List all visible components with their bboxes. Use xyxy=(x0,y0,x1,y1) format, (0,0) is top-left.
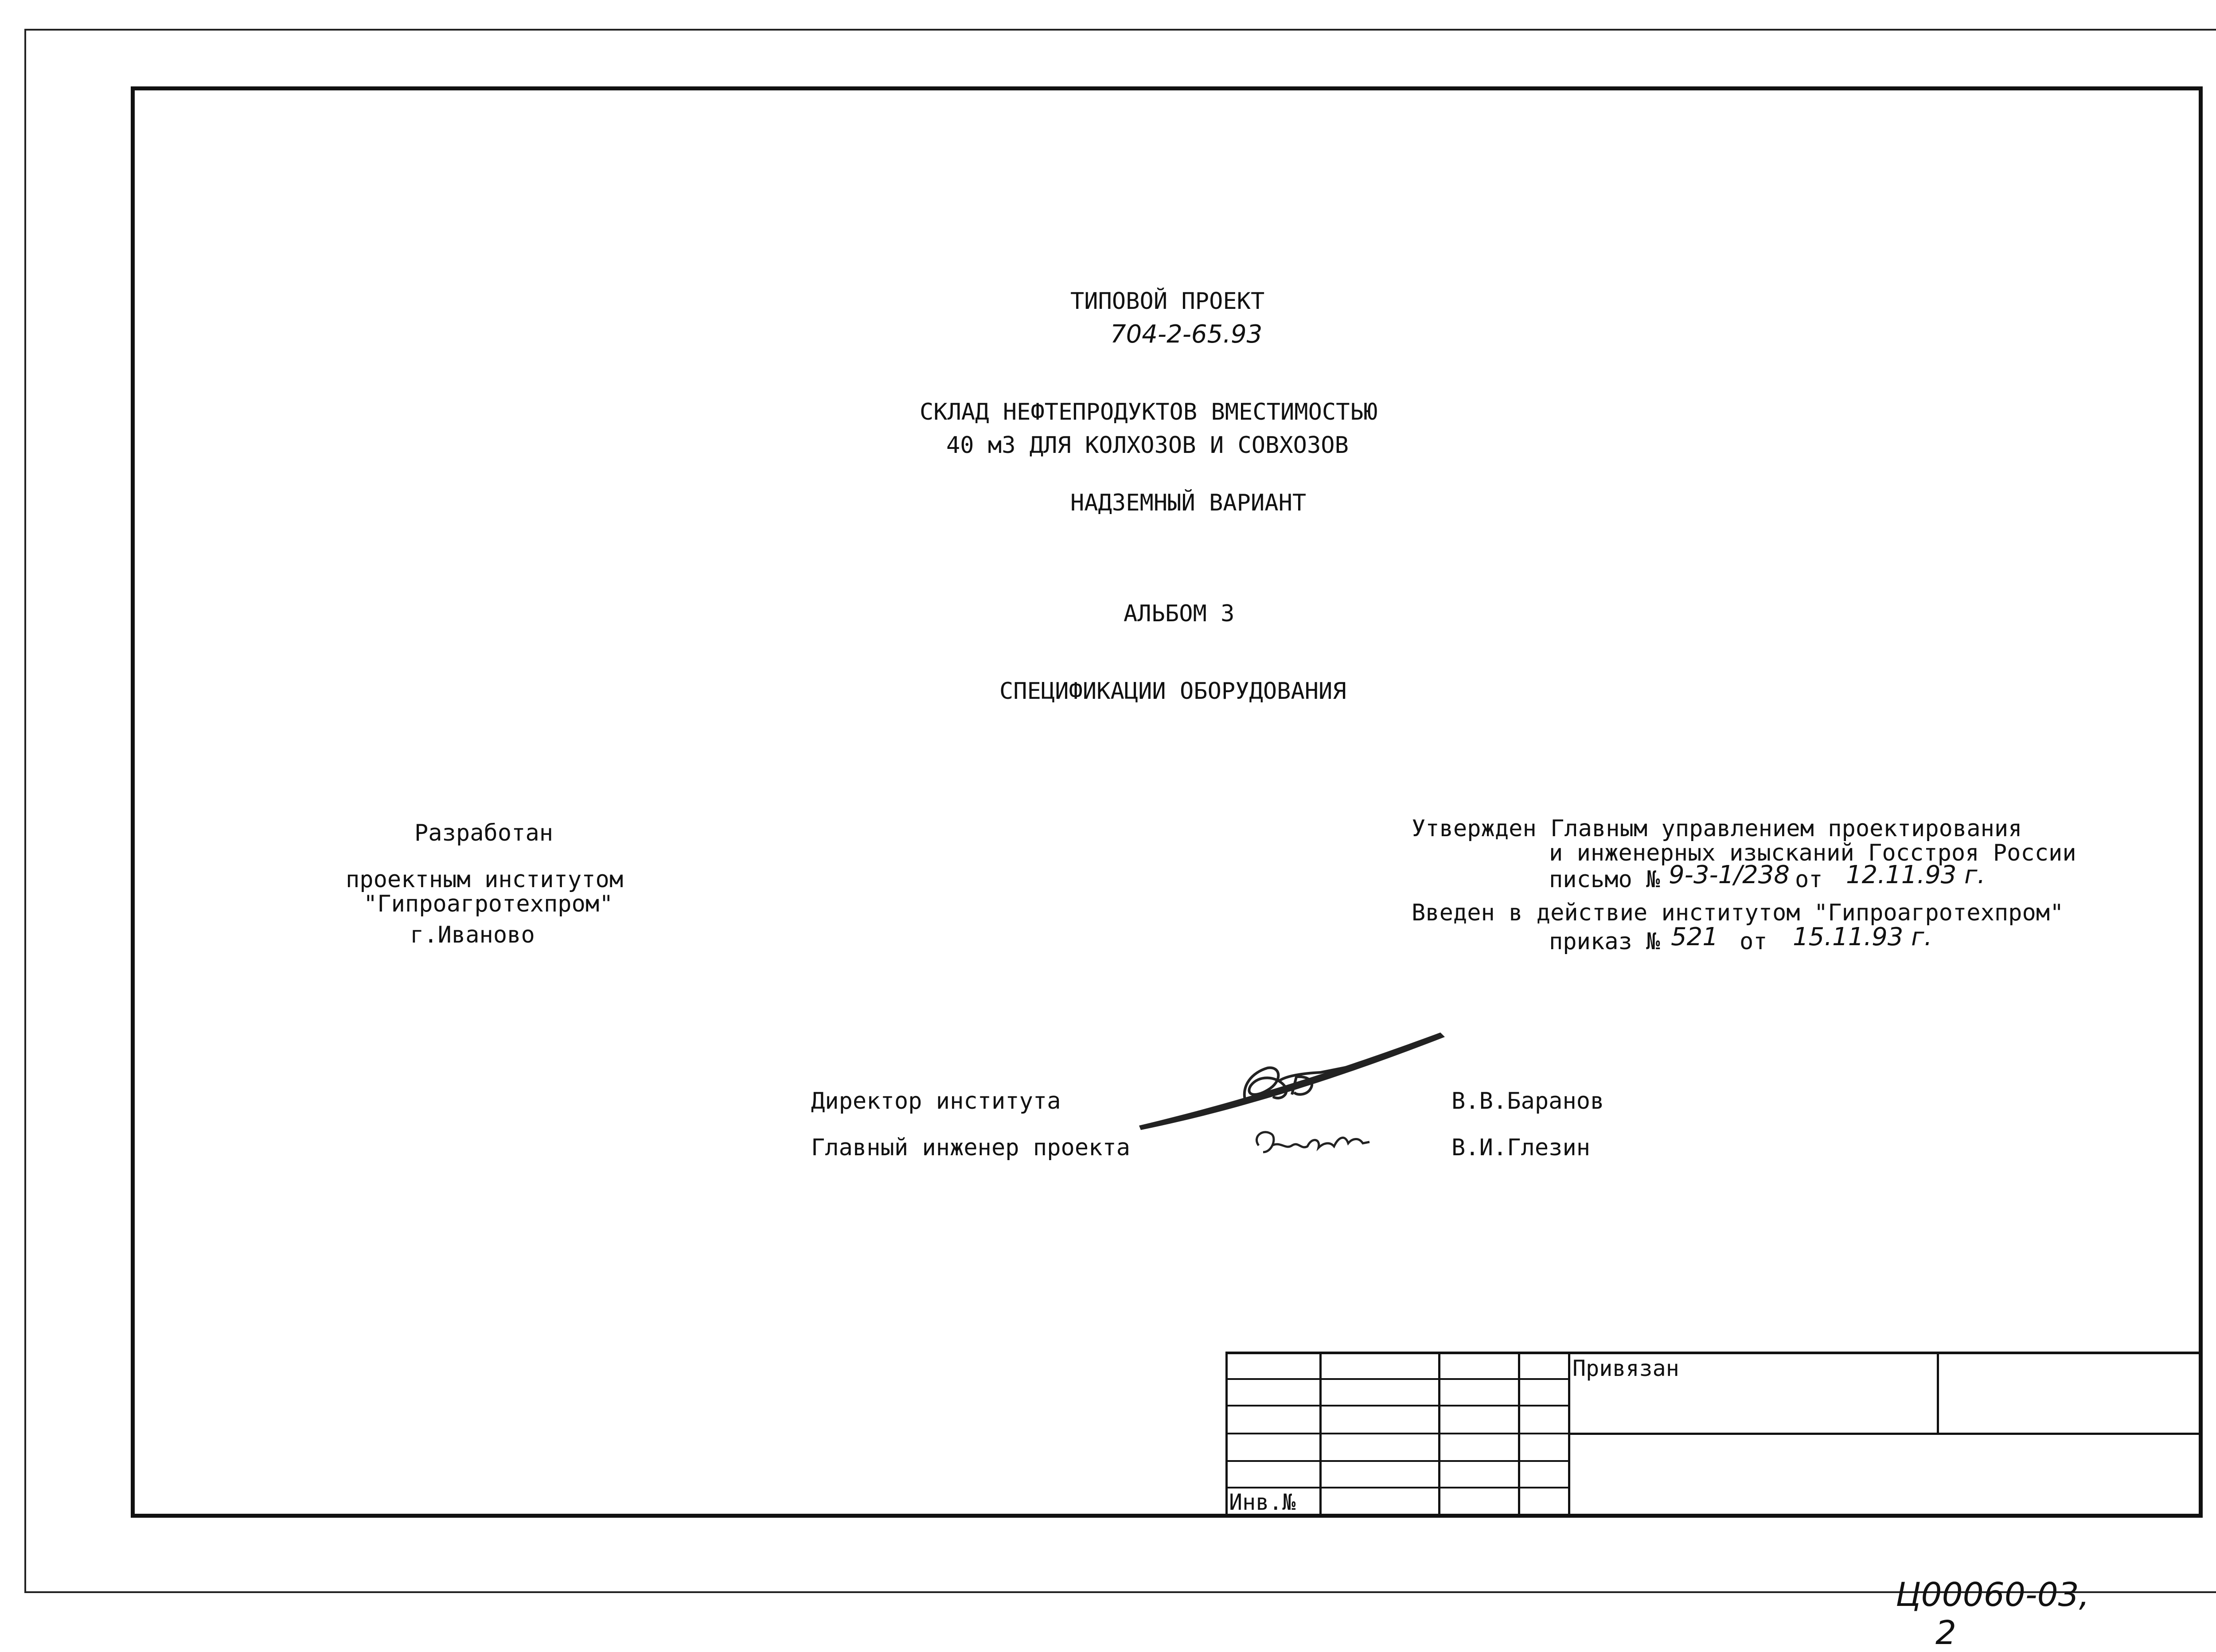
project-name-line1: СКЛАД НЕФТЕПРОДУКТОВ ВМЕСТИМОСТЬЮ xyxy=(920,399,1378,425)
engineer-role: Главный инженер проекта xyxy=(811,1134,1131,1161)
stamp-line xyxy=(1225,1405,1570,1407)
project-name-line2: 40 м3 ДЛЯ КОЛХОЗОВ И СОВХОЗОВ xyxy=(946,432,1349,459)
project-variant: НАДЗЕМНЫЙ ВАРИАНТ xyxy=(1070,490,1307,516)
approval-letter-number: 9-3-1/238 xyxy=(1669,861,1790,889)
album-subject: СПЕЦИФИКАЦИИ ОБОРУДОВАНИЯ xyxy=(999,678,1346,705)
album-title: АЛЬБОМ 3 xyxy=(1124,600,1235,627)
bound-label: Привязан xyxy=(1572,1356,1679,1381)
stamp-table xyxy=(1225,1352,2203,1518)
approval-line2: и инженерных изысканий Госстроя России xyxy=(1549,840,2076,866)
stamp-line xyxy=(1568,1433,2203,1435)
developer-line2: "Гипроагротехпром" xyxy=(363,891,613,917)
approval-letter-date: 12.11.93 г. xyxy=(1846,861,1986,889)
stamp-line xyxy=(1225,1460,1570,1462)
stamp-line xyxy=(1225,1352,2203,1354)
stamp-line xyxy=(1225,1487,1570,1488)
developer-city: г.Иваново xyxy=(410,922,535,948)
project-number: 704-2-65.93 xyxy=(1110,320,1263,349)
order-number: 521 xyxy=(1671,923,1718,951)
stamp-line xyxy=(1225,1352,1228,1518)
inventory-number-label: Инв.№ xyxy=(1229,1489,1296,1515)
approval-letter-from: от xyxy=(1795,866,1823,893)
stamp-line xyxy=(1319,1352,1322,1518)
engineer-signature xyxy=(1250,1119,1374,1168)
introduction-line: Введен в действие институтом "Гипроагротехпром" xyxy=(1412,900,2064,926)
approval-letter-prefix: письмо № xyxy=(1549,866,1660,893)
stamp-line xyxy=(1438,1352,1440,1518)
project-type: ТИПОВОЙ ПРОЕКТ xyxy=(1070,288,1265,315)
sheet-number: 2 xyxy=(1935,1614,1957,1652)
approval-line1: Утвержден Главным управлением проектирования xyxy=(1412,815,2022,842)
developer-line1: проектным институтом xyxy=(346,866,624,893)
director-role: Директор института xyxy=(811,1088,1061,1114)
developer-label: Разработан xyxy=(414,820,554,846)
order-from: от xyxy=(1740,928,1767,955)
director-name: В.В.Баранов xyxy=(1451,1088,1604,1114)
order-date: 15.11.93 г. xyxy=(1793,923,1932,951)
engineer-name: В.И.Глезин xyxy=(1451,1134,1591,1161)
sheet-code xyxy=(1875,1538,2089,1652)
sheet-code-value: Ц00060-03, xyxy=(1896,1576,2090,1614)
stamp-line xyxy=(1937,1352,1939,1434)
stamp-line xyxy=(1225,1378,1570,1380)
stamp-line xyxy=(1225,1433,1570,1434)
order-prefix: приказ № xyxy=(1549,928,1660,955)
stamp-line xyxy=(1518,1352,1520,1518)
